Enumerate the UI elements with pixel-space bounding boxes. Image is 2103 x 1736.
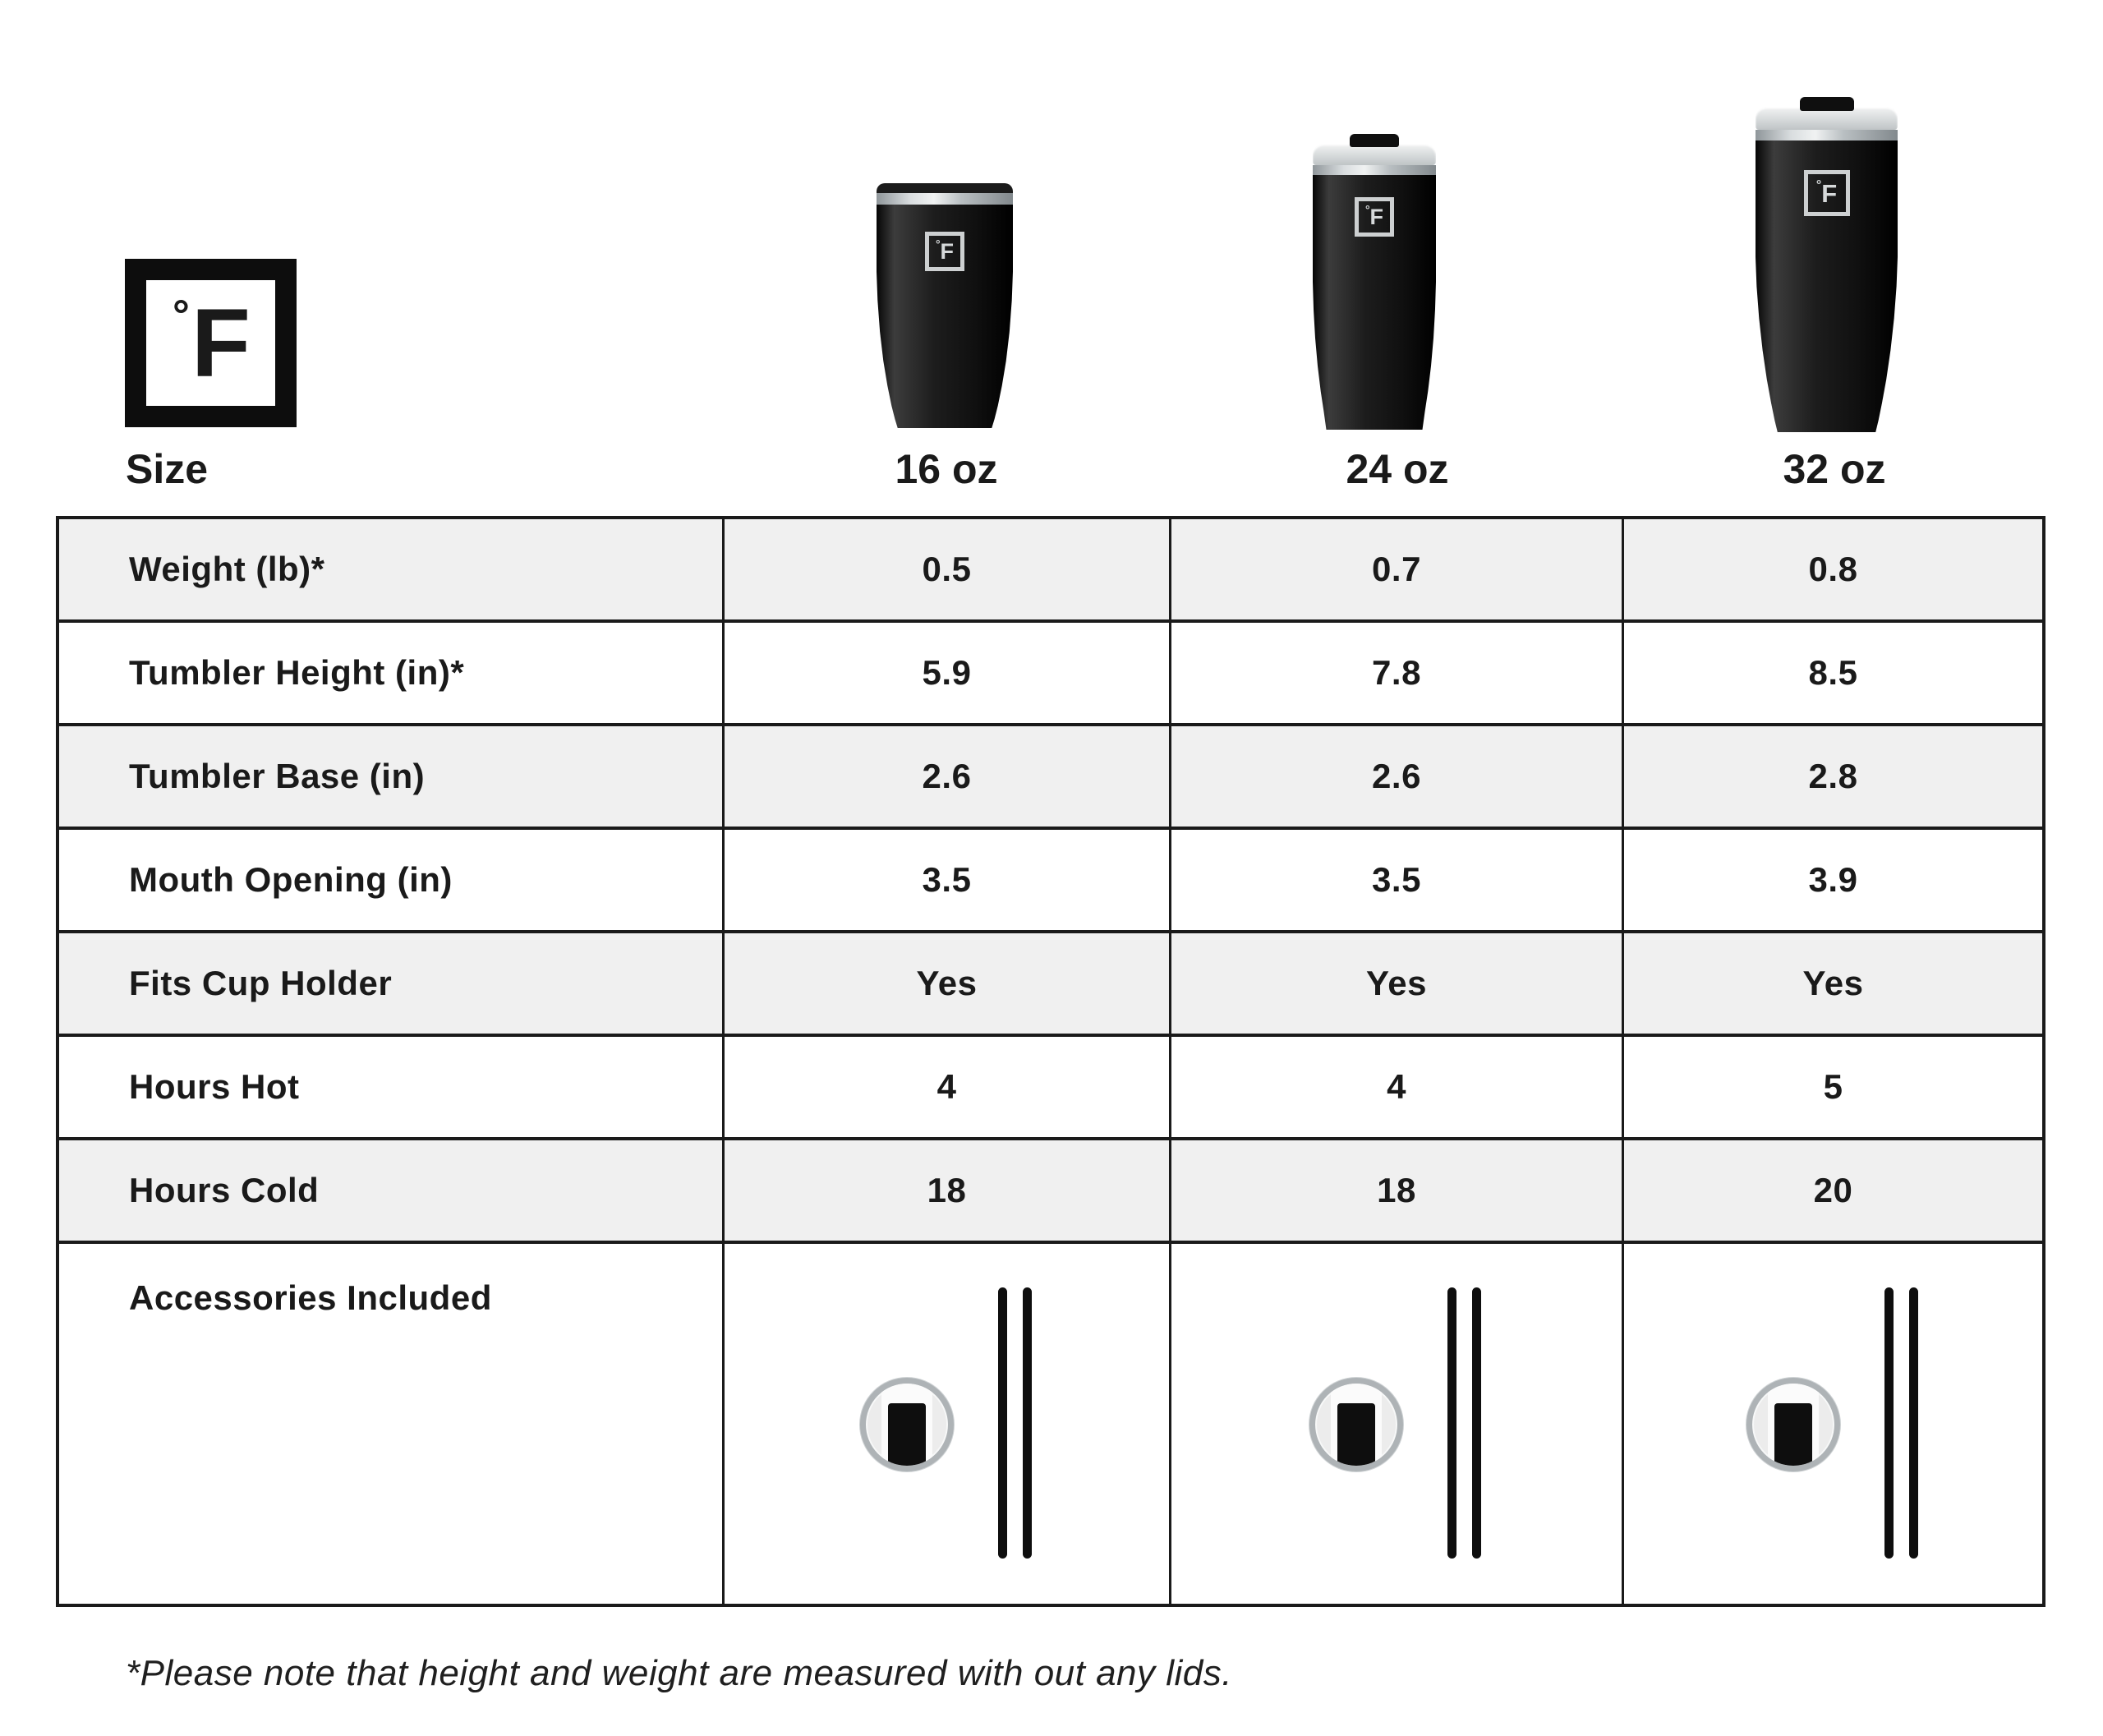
straw-icon bbox=[1884, 1287, 1894, 1559]
lid-icon bbox=[860, 1378, 954, 1471]
table-cell: 2.6 bbox=[1171, 726, 1622, 827]
badge-letter: F bbox=[1821, 178, 1838, 208]
table-cell: 5 bbox=[1624, 1037, 2042, 1137]
lid-slider-tab bbox=[1350, 134, 1399, 147]
table-cell: 20 bbox=[1624, 1140, 2042, 1241]
lid-tab bbox=[1337, 1403, 1375, 1471]
table-cell: 0.5 bbox=[725, 519, 1169, 619]
tumbler-steel-band bbox=[877, 193, 1013, 205]
spec-comparison-table bbox=[56, 516, 2045, 1607]
table-cell: 4 bbox=[725, 1037, 1169, 1137]
badge-letter: F bbox=[940, 238, 955, 264]
size-row-label: Size bbox=[126, 446, 209, 492]
lid-tab bbox=[1774, 1403, 1812, 1471]
row-label-height: Tumbler Height (in)* bbox=[59, 623, 722, 723]
degree-symbol: ° bbox=[173, 291, 190, 339]
table-cell: 3.5 bbox=[725, 830, 1169, 930]
accessories-group bbox=[1746, 1287, 1921, 1560]
brand-letter: F bbox=[191, 288, 249, 398]
table-cell: 0.8 bbox=[1624, 519, 2042, 619]
lid-icon bbox=[1746, 1378, 1840, 1471]
degree-symbol: ° bbox=[935, 237, 941, 251]
tumbler-logo-badge bbox=[1804, 170, 1850, 216]
table-cell: 3.5 bbox=[1171, 830, 1622, 930]
accessories-group bbox=[1309, 1287, 1484, 1560]
tumbler-24oz-image bbox=[1313, 134, 1436, 430]
table-cell: 2.6 bbox=[725, 726, 1169, 827]
row-label-mouth: Mouth Opening (in) bbox=[59, 830, 722, 930]
table-cell: Yes bbox=[1624, 933, 2042, 1034]
table-cell: 0.7 bbox=[1171, 519, 1622, 619]
table-cell: 5.9 bbox=[725, 623, 1169, 723]
column-header-16oz: 16 oz bbox=[895, 446, 998, 492]
table-cell: 4 bbox=[1171, 1037, 1622, 1137]
table-cell: 7.8 bbox=[1171, 623, 1622, 723]
table-cell: 2.8 bbox=[1624, 726, 2042, 827]
lid-icon bbox=[1309, 1378, 1403, 1471]
row-label-cupholder: Fits Cup Holder bbox=[59, 933, 722, 1034]
accessories-cell-16oz bbox=[725, 1244, 1169, 1604]
tumbler-16oz-image bbox=[877, 183, 1013, 428]
tumbler-32oz-image bbox=[1756, 97, 1898, 432]
table-cell: 3.9 bbox=[1624, 830, 2042, 930]
row-label-hours-hot: Hours Hot bbox=[59, 1037, 722, 1137]
straw-icon bbox=[1472, 1287, 1481, 1559]
tumbler-logo-badge bbox=[925, 232, 964, 271]
brand-logo bbox=[125, 259, 297, 427]
row-label-weight: Weight (lb)* bbox=[59, 519, 722, 619]
row-label-accessories: Accessories Included bbox=[59, 1244, 722, 1604]
tumbler-rim bbox=[877, 183, 1013, 193]
row-label-hours-cold: Hours Cold bbox=[59, 1140, 722, 1241]
table-cell: Yes bbox=[1171, 933, 1622, 1034]
accessories-cell-24oz bbox=[1171, 1244, 1622, 1604]
degree-symbol: ° bbox=[1364, 203, 1370, 216]
tumbler-steel-band bbox=[1313, 165, 1436, 175]
column-header-24oz: 24 oz bbox=[1346, 446, 1449, 492]
degree-symbol: ° bbox=[1815, 178, 1822, 192]
lid-slider-tab bbox=[1800, 97, 1854, 111]
tumbler-steel-band bbox=[1756, 130, 1898, 140]
straw-icon bbox=[998, 1287, 1007, 1559]
straw-icon bbox=[1023, 1287, 1032, 1559]
table-cell: 8.5 bbox=[1624, 623, 2042, 723]
badge-letter: F bbox=[1369, 204, 1384, 229]
lid-tab bbox=[888, 1403, 926, 1471]
straw-icon bbox=[1447, 1287, 1456, 1559]
accessories-cell-32oz bbox=[1624, 1244, 2042, 1604]
table-cell: 18 bbox=[1171, 1140, 1622, 1241]
footnote: *Please note that height and weight are measured with out any lids. bbox=[126, 1653, 1232, 1693]
row-label-base: Tumbler Base (in) bbox=[59, 726, 722, 827]
table-cell: Yes bbox=[725, 933, 1169, 1034]
accessories-group bbox=[860, 1287, 1034, 1560]
tumbler-logo-badge bbox=[1355, 197, 1394, 237]
table-cell: 18 bbox=[725, 1140, 1169, 1241]
column-header-32oz: 32 oz bbox=[1783, 446, 1886, 492]
straw-icon bbox=[1909, 1287, 1918, 1559]
